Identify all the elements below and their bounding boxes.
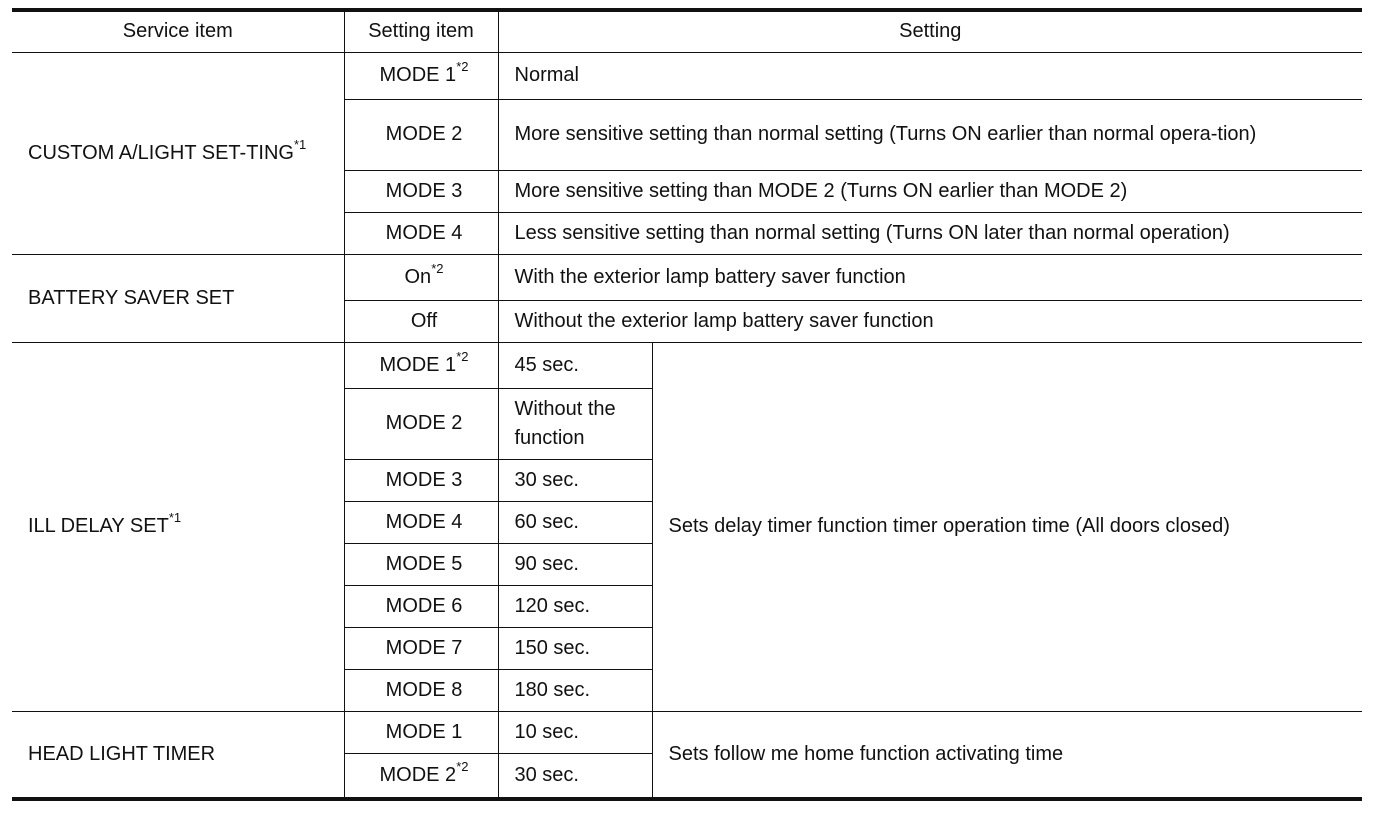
setting-item-cell — [344, 170, 498, 212]
table-header-row — [12, 10, 1362, 52]
setting-item-label: MODE 4 — [385, 510, 463, 533]
setting-item-label: MODE 2 — [385, 123, 463, 145]
footnote-mark: *1 — [293, 136, 307, 152]
setting-cell: More sensitive setting than MODE 2 (Turns ON earlier than MODE 2) — [498, 170, 1362, 212]
setting-item-cell — [344, 501, 498, 543]
table-row — [12, 342, 1362, 388]
table-row — [12, 254, 1362, 300]
setting-item-label: MODE 4 — [385, 221, 463, 244]
setting-item-label: MODE 8 — [385, 678, 463, 701]
service-item-label: CUSTOM A/LIGHT SET-TING — [28, 141, 294, 164]
footnote-mark: *2 — [456, 59, 469, 75]
header-service-item: Service item — [12, 10, 344, 52]
setting-item-label: On — [404, 265, 432, 288]
table-row — [12, 711, 1362, 753]
setting-value-cell: 10 sec. — [498, 711, 652, 753]
setting-cell: With the exterior lamp battery saver function — [498, 254, 1362, 300]
setting-description-cell: Sets delay timer function timer operation time (All doors closed) — [652, 342, 1362, 711]
setting-item-cell — [344, 753, 498, 799]
setting-item-label: MODE 3 — [385, 179, 463, 202]
setting-item-cell — [344, 543, 498, 585]
setting-item-cell — [344, 212, 498, 254]
footnote-mark: *1 — [168, 510, 182, 526]
setting-item-cell — [344, 388, 498, 459]
setting-value-cell: 30 sec. — [498, 753, 652, 799]
setting-item-cell — [344, 459, 498, 501]
service-item-custom-alight — [12, 52, 344, 254]
setting-item-cell — [344, 627, 498, 669]
setting-item-cell — [344, 254, 498, 300]
setting-item-cell — [344, 52, 498, 99]
service-settings-page — [12, 8, 1362, 801]
setting-item-cell — [344, 300, 498, 342]
service-item-label: ILL DELAY SET — [28, 515, 169, 537]
setting-value-cell: 90 sec. — [498, 543, 652, 585]
setting-cell: Less sensitive setting than normal setting (Turns ON later than normal operation) — [498, 212, 1362, 254]
setting-value-cell: 150 sec. — [498, 627, 652, 669]
setting-item-label: MODE 7 — [385, 636, 463, 659]
setting-cell: More sensitive setting than normal setting (Turns ON earlier than normal opera-tion) — [498, 99, 1362, 170]
setting-item-label: MODE 6 — [385, 594, 463, 617]
setting-item-cell — [344, 99, 498, 170]
setting-value-cell: 30 sec. — [498, 459, 652, 501]
setting-cell: Normal — [498, 52, 1362, 99]
service-item-battery-saver: BATTERY SAVER SET — [12, 254, 344, 342]
table-row — [12, 52, 1362, 99]
setting-item-label: MODE 2 — [385, 412, 463, 434]
service-item-head-light-timer: HEAD LIGHT TIMER — [12, 711, 344, 799]
setting-item-label: MODE 1 — [379, 353, 457, 376]
setting-value-cell: 180 sec. — [498, 669, 652, 711]
setting-item-label: MODE 3 — [385, 468, 463, 491]
footnote-mark: *2 — [456, 348, 469, 364]
setting-item-label: MODE 1 — [379, 64, 457, 86]
service-item-ill-delay — [12, 342, 344, 711]
setting-value-cell: 60 sec. — [498, 501, 652, 543]
setting-value-cell: 45 sec. — [498, 342, 652, 388]
header-setting: Setting — [498, 10, 1362, 52]
setting-item-label: MODE 1 — [385, 720, 463, 743]
setting-item-label: MODE 2 — [379, 763, 457, 786]
footnote-mark: *2 — [456, 759, 469, 775]
header-setting-item: Setting item — [344, 10, 498, 52]
setting-item-label: Off — [410, 309, 438, 332]
setting-description-cell: Sets follow me home function activating time — [652, 711, 1362, 799]
setting-cell: Without the exterior lamp battery saver function — [498, 300, 1362, 342]
setting-item-cell — [344, 342, 498, 388]
setting-value-cell: Without the function — [498, 388, 652, 459]
setting-item-label: MODE 5 — [385, 552, 463, 575]
footnote-mark: *2 — [431, 260, 444, 276]
service-settings-table — [12, 8, 1362, 801]
setting-value-cell: 120 sec. — [498, 585, 652, 627]
setting-item-cell — [344, 711, 498, 753]
setting-item-cell — [344, 585, 498, 627]
setting-item-cell — [344, 669, 498, 711]
